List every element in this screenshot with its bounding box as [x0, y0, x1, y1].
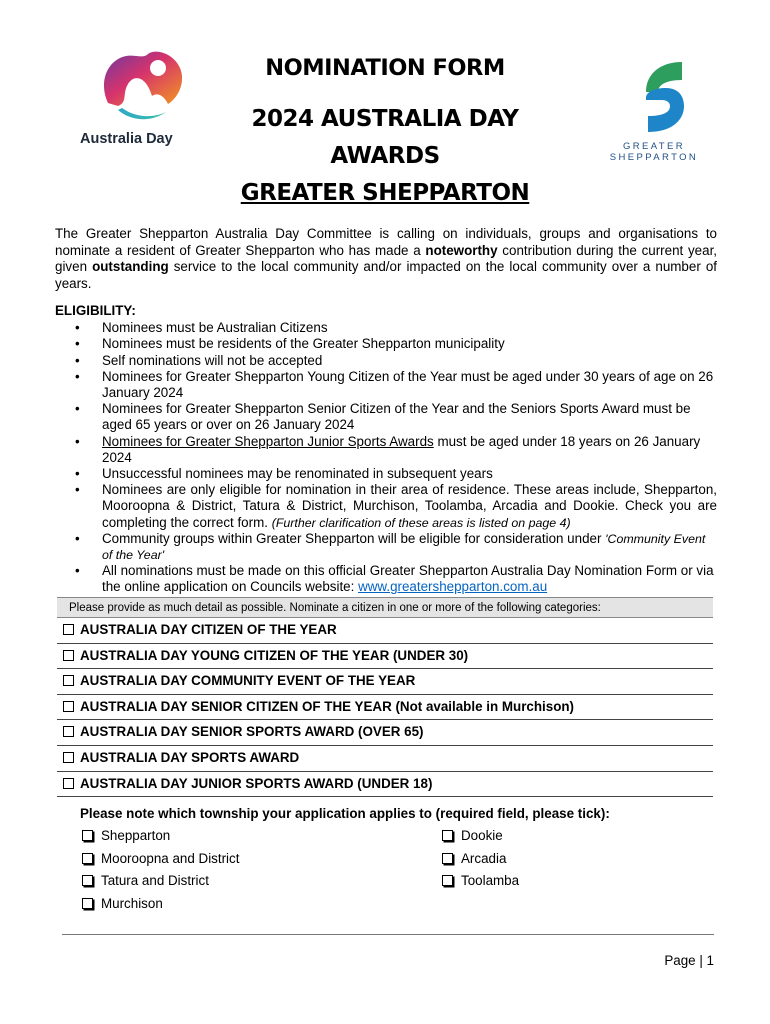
checkbox-icon[interactable] [442, 875, 453, 886]
eligibility-item-junior [55, 434, 717, 466]
checkbox-icon[interactable] [63, 650, 74, 661]
category-row-sports[interactable] [57, 746, 713, 772]
page-number: Page | 1 [664, 953, 714, 968]
intro-text-3: service to the local community and/or impacted on the local community over a number of years. [55, 259, 717, 291]
township-option-mooroopna[interactable] [82, 851, 239, 866]
council-website-link[interactable]: www.greatershepparton.com.au [358, 579, 548, 595]
township-label: Tatura and District [101, 873, 209, 888]
township-question: Please note which township your application applies to (required field, please tick): [80, 806, 610, 821]
form-title: NOMINATION FORM [265, 55, 505, 81]
township-option-shepparton[interactable] [82, 828, 170, 843]
subtitle-line-2: AWARDS [330, 143, 440, 169]
checkbox-icon[interactable] [63, 624, 74, 635]
eligibility-item-community [55, 531, 717, 563]
township-option-tatura[interactable] [82, 873, 209, 888]
checkbox-icon[interactable] [63, 752, 74, 763]
township-label: Toolamba [461, 873, 520, 888]
category-row-junior-sports[interactable] [57, 772, 713, 798]
community-text: Community groups within Greater Shepparton will be eligible for consideration under [102, 530, 606, 546]
residence-text: Nominees are only eligible for nomination in their area of residence. These areas include, Shepparton, Mooroopna & District, Tatura & District, Murchison, Toolamba, Arcadia and Dookie. Check you are completing the correct form. [102, 482, 717, 530]
eligibility-item: • Nominees for Greater Shepparton Young Citizen of the Year must be aged under 30 years of age on 26 January 2024 [55, 369, 717, 401]
region-title: GREATER SHEPPARTON [240, 180, 530, 206]
category-label: AUSTRALIA DAY SENIOR CITIZEN OF THE YEAR (Not available in Murchison) [80, 698, 575, 714]
category-label: AUSTRALIA DAY SENIOR SPORTS AWARD (OVER 65) [80, 724, 424, 740]
checkbox-icon[interactable] [63, 675, 74, 686]
intro-text-2: contribution during the current year, given [55, 242, 718, 275]
category-label: AUSTRALIA DAY YOUNG CITIZEN OF THE YEAR (UNDER 30) [80, 647, 469, 663]
category-row-young-citizen[interactable] [57, 644, 713, 670]
checkbox-icon[interactable] [442, 853, 453, 864]
form-subtitle [0, 101, 770, 175]
residence-italic-note: (Further clarification of these areas is listed on page 4) [271, 515, 571, 530]
community-italic-note: 'Community Event of the Year' [102, 531, 706, 563]
township-label: Dookie [461, 828, 503, 843]
eligibility-item: • Nominees must be Australian Citizens [55, 320, 717, 336]
eligibility-section [55, 303, 717, 596]
category-label: AUSTRALIA DAY JUNIOR SPORTS AWARD (UNDER 18) [80, 775, 433, 791]
checkbox-icon[interactable] [442, 830, 453, 841]
junior-sports-underlined: Nominees for Greater Shepparton Junior Sports Awards [102, 433, 434, 449]
eligibility-item: • Nominees for Greater Shepparton Senior Citizen of the Year and the Seniors Sports Award must be aged 65 years or over on 26 January 2024 [55, 401, 717, 433]
categories-list [57, 618, 713, 797]
junior-sports-rest: must be aged under 18 years on 26 January 2024 [102, 433, 701, 465]
checkbox-icon[interactable] [63, 778, 74, 789]
category-row-community-event[interactable] [57, 669, 713, 695]
township-label: Mooroopna and District [101, 851, 240, 866]
township-option-toolamba[interactable] [442, 873, 519, 888]
eligibility-item-official [55, 563, 717, 595]
checkbox-icon[interactable] [82, 875, 93, 886]
checkbox-icon[interactable] [82, 853, 93, 864]
footer-divider [62, 934, 714, 935]
eligibility-item: • Nominees must be residents of the Greater Shepparton municipality [55, 336, 717, 352]
checkbox-icon[interactable] [63, 701, 74, 712]
township-option-dookie[interactable] [442, 828, 503, 843]
categories-header: Please provide as much detail as possible. Nominate a citizen in one or more of the following categories: [57, 597, 713, 618]
australia-day-logo-text: Australia Day [80, 131, 173, 147]
category-label: AUSTRALIA DAY CITIZEN OF THE YEAR [80, 622, 337, 637]
logo-line-greater: GREATER [622, 141, 686, 152]
official-text: All nominations must be made on this official Greater Shepparton Australia Day Nomination Form or via the online application on Councils website: [102, 563, 714, 595]
township-label: Arcadia [461, 851, 507, 866]
category-row-senior-sports[interactable] [57, 720, 713, 746]
eligibility-list [55, 320, 717, 595]
eligibility-heading: ELIGIBILITY: [55, 303, 136, 318]
checkbox-icon[interactable] [82, 898, 93, 909]
category-label: AUSTRALIA DAY COMMUNITY EVENT OF THE YEAR [80, 673, 416, 689]
checkbox-icon[interactable] [82, 830, 93, 841]
eligibility-item-residence [55, 482, 717, 531]
category-label: AUSTRALIA DAY SPORTS AWARD [80, 749, 300, 765]
eligibility-item: • Self nominations will not be accepted [55, 353, 717, 369]
intro-bold-outstanding: outstanding [92, 259, 169, 275]
logo-line-shepparton: SHEPPARTON [609, 152, 699, 163]
township-option-murchison[interactable] [82, 896, 163, 911]
category-row-senior-citizen[interactable] [57, 695, 713, 721]
subtitle-line-1: 2024 AUSTRALIA DAY [251, 106, 519, 132]
township-option-arcadia[interactable] [442, 851, 506, 866]
intro-bold-noteworthy: noteworthy [425, 242, 498, 258]
checkbox-icon[interactable] [63, 726, 74, 737]
category-row-citizen[interactable] [57, 618, 713, 644]
township-label: Shepparton [101, 828, 171, 843]
township-label: Murchison [101, 896, 163, 911]
eligibility-item: • Unsuccessful nominees may be renominated in subsequent years [55, 466, 717, 482]
intro-paragraph [55, 226, 717, 292]
intro-text-1: The Greater Shepparton Australia Day Committee is calling on individuals, groups and organisations to nominate a resident of Greater Shepparton who has made a [55, 226, 717, 258]
